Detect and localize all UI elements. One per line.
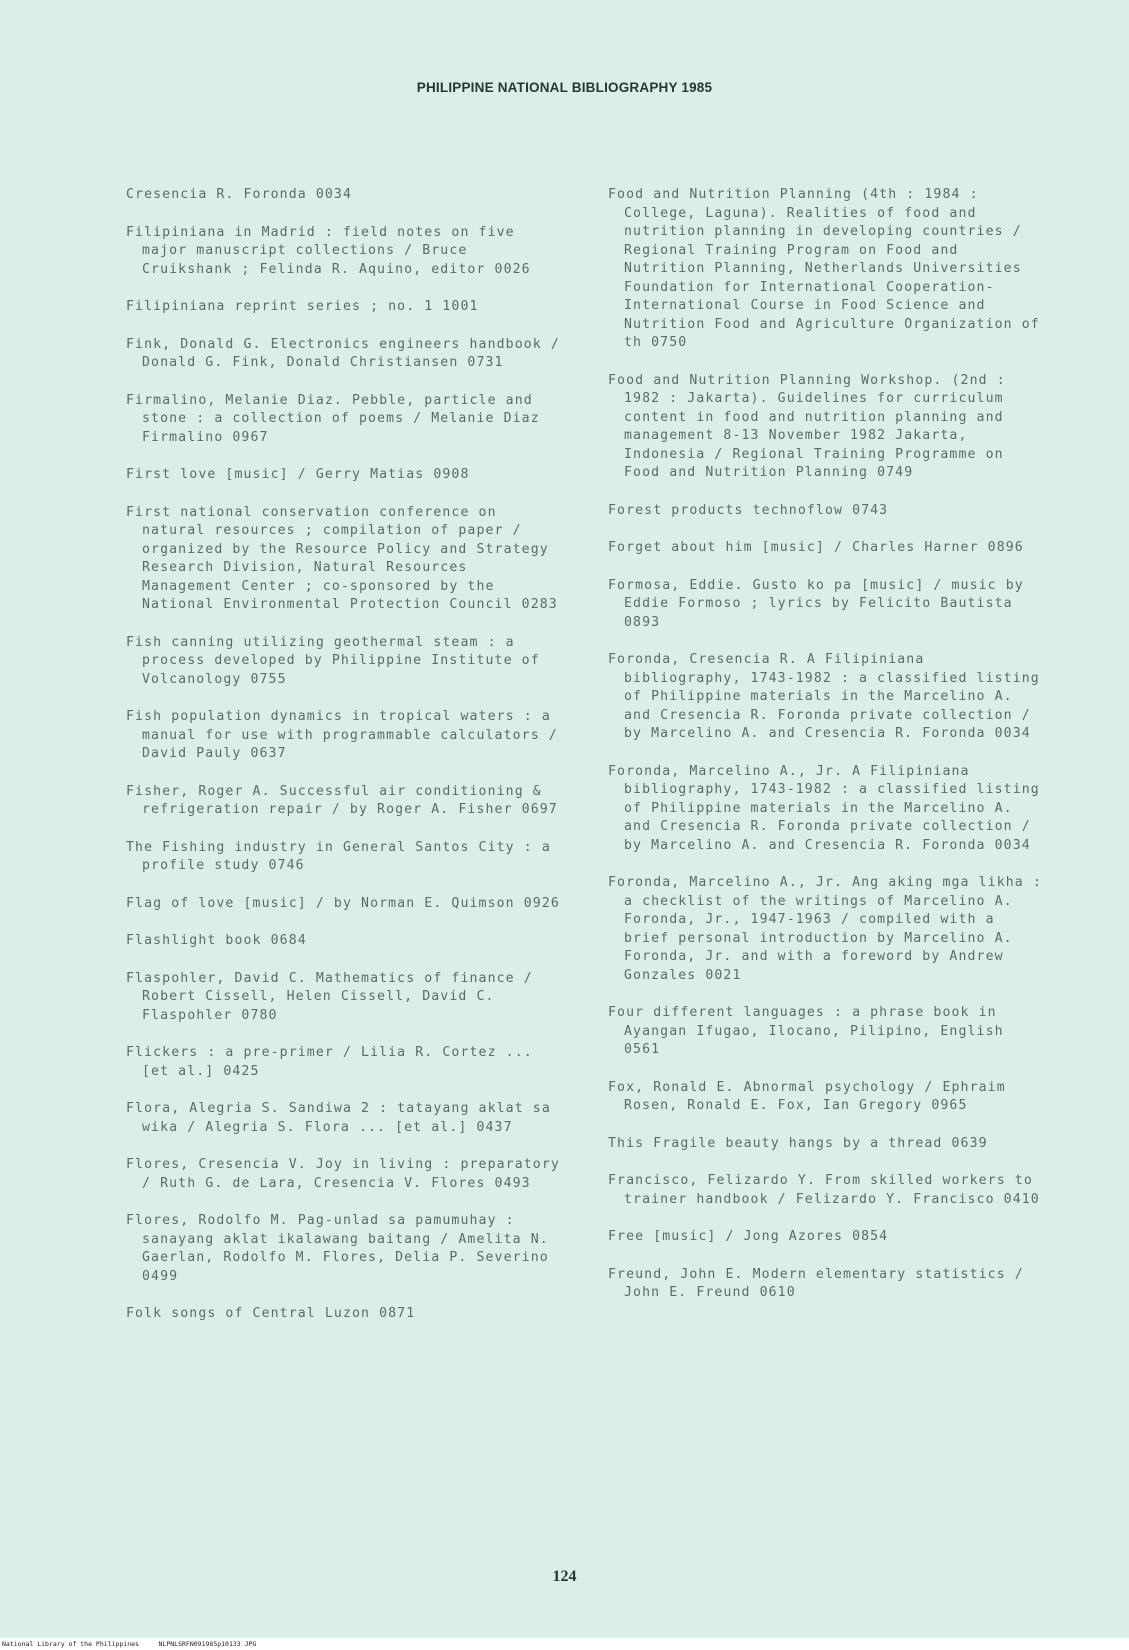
bib-entry: Four different languages : a phrase book in Ayangan Ifugao, Ilocano, Pilipino, English 0561 (608, 1005, 1004, 1057)
bib-entry: Fish canning utilizing geothermal steam : a process developed by Philippine Institute of Volcanology 0755 (126, 634, 540, 687)
bib-entry: Flores, Rodolfo M. Pag-unlad sa pamumuhay : sanayang aklat ikalawang baitang / Amelita N. Gaerlan, Rodolfo M. Flores, Delia P. Severino 0499 (126, 1213, 549, 1284)
bib-entry: Francisco, Felizardo Y. From skilled workers to trainer handbook / Felizardo Y. Francisco 0410 (608, 1173, 1040, 1207)
bib-entry: Food and Nutrition Planning (4th : 1984 : College, Laguna). Realities of food and nutrition planning in developing countries / Regional Training Program on Food and Nutrition Planning, Netherlands Universities Foundation for International Cooperation-International Course in Food Science and Nutrition Food and Agriculture Organization of th 0750 (608, 187, 1040, 350)
bib-entry: Forest products technoflow 0743 (608, 502, 889, 518)
bib-entry: Fisher, Roger A. Successful air conditioning & refrigeration repair / by Roger A. Fisher 0697 (126, 783, 558, 817)
bib-entry: The Fishing industry in General Santos City : a profile study 0746 (126, 839, 551, 873)
bib-entry: Formosa, Eddie. Gusto ko pa [music] / music by Eddie Formoso ; lyrics by Felicito Bautista 0893 (608, 577, 1024, 630)
bib-entry: Foronda, Cresencia R. A Filipiniana bibliography, 1743-1982 : a classified listing of Philippine materials in the Marcelino A. and Cresencia R. Foronda private collection / by Marcelino A. and Cresencia R. Foronda 0034 (608, 652, 1040, 741)
bib-entry: Food and Nutrition Planning Workshop. (2nd : 1982 : Jakarta). Guidelines for curriculum content in food and nutrition planning and management 8-13 November 1982 Jakarta, Indonesia / Regional Training Programme on Food and Nutrition Planning 0749 (608, 372, 1006, 480)
bib-entry: Flaspohler, David C. Mathematics of finance / Robert Cissell, Helen Cissell, David C. Flaspohler 0780 (126, 970, 533, 1023)
bib-entry: Fish population dynamics in tropical waters : a manual for use with programmable calculators / David Pauly 0637 (126, 709, 558, 761)
bib-entry: Freund, John E. Modern elementary statistics / John E. Freund 0610 (608, 1266, 1024, 1300)
bib-entry: Foronda, Marcelino A., Jr. A Filipiniana bibliography, 1743-1982 : a classified listing of Philippine materials in the Marcelino A. and Cresencia R. Foronda private collection / by Marcelino A. and Cresencia R. Foronda 0034 (608, 763, 1040, 853)
bib-entry: Filipiniana reprint series ; no. 1 1001 (126, 299, 479, 314)
scan-footer: National Library of the Philippines NLPNLSRFN091985p10133 JPG (0, 1638, 1129, 1650)
bib-entry: Flashlight book 0684 (126, 933, 307, 948)
bib-entry: Foronda, Marcelino A., Jr. Ang aking mga likha : a checklist of the writings of Marcelino A. Foronda, Jr., 1947-1963 / compiled with a brief personal introduction by Marcelino A. Foronda, Jr. and with a foreword by Andrew Gonzales 0021 (608, 875, 1042, 983)
bib-entry: Fox, Ronald E. Abnormal psychology / Ephraim Rosen, Ronald E. Fox, Ian Gregory 0965 (608, 1079, 1006, 1113)
bib-entry: Firmalino, Melanie Diaz. Pebble, particle and stone : a collection of poems / Melanie Diaz Firmalino 0967 (126, 392, 540, 445)
page-number: 124 (552, 1568, 577, 1585)
page-header: PHILIPPINE NATIONAL BIBLIOGRAPHY 1985 (416, 80, 713, 95)
bib-entry: Cresencia R. Foronda 0034 (126, 187, 352, 202)
bib-entry: Flag of love [music] / by Norman E. Quimson 0926 (126, 895, 560, 911)
bib-entry: Free [music] / Jong Azores 0854 (608, 1229, 889, 1244)
left-column (126, 186, 566, 1343)
bib-entry: First love [music] / Gerry Matias 0908 (126, 467, 470, 482)
bib-entry: Filipiniana in Madrid : field notes on five major manuscript collections / Bruce Cruikshank ; Felinda R. Aquino, editor 0026 (126, 224, 531, 277)
bib-entry: Fink, Donald G. Electronics engineers handbook / Donald G. Fink, Donald Christiansen 0731 (126, 336, 560, 370)
bib-entry: Forget about him [music] / Charles Harner 0896 (608, 540, 1024, 555)
bib-entry: This Fragile beauty hangs by a thread 0639 (608, 1135, 988, 1151)
bib-entry: First national conservation conference on natural resources ; compilation of paper / organized by the Resource Policy and Strategy Research Division, Natural Resources Management Center ; co-sponsored by the National Environmental Protection Council 0283 (126, 504, 558, 612)
bib-entry: Flora, Alegria S. Sandiwa 2 : tatayang aklat sa wika / Alegria S. Flora ... [et al.] 0437 (126, 1101, 551, 1135)
bib-entry: Folk songs of Central Luzon 0871 (126, 1306, 416, 1321)
bib-entry: Flores, Cresencia V. Joy in living : preparatory / Ruth G. de Lara, Cresencia V. Flores 0493 (126, 1157, 560, 1191)
right-column (608, 186, 1048, 1322)
bib-entry: Flickers : a pre-primer / Lilia R. Cortez ... [et al.] 0425 (126, 1045, 533, 1079)
